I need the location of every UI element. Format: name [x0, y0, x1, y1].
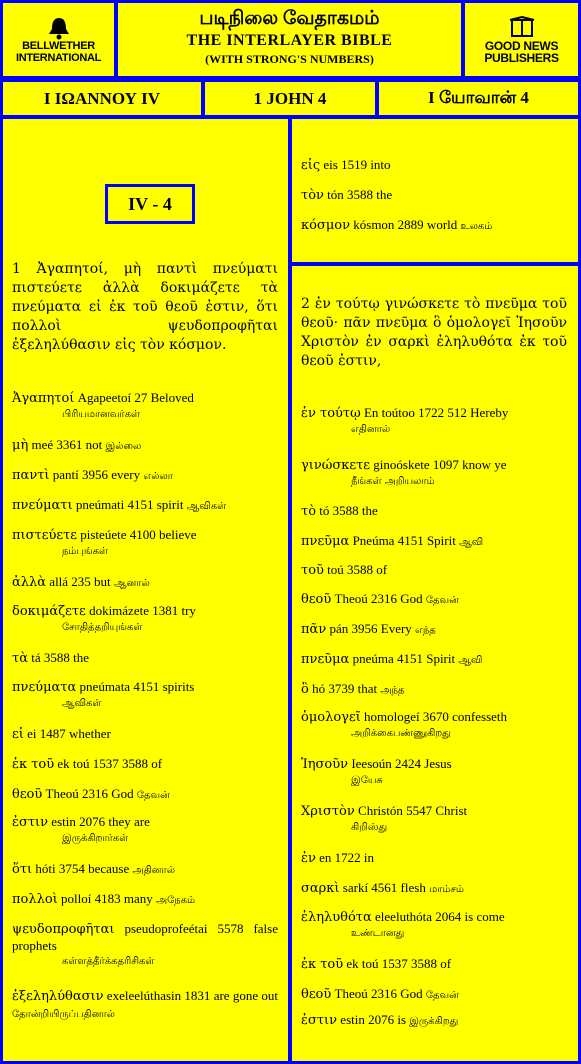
- greek-word: ἐν: [301, 851, 316, 866]
- greek-word: Ἀγαπητοί: [12, 391, 75, 406]
- tamil-gloss: சோதித்தறியுங்கள்: [62, 622, 143, 633]
- transliteration-gloss: kósmon 2889 world: [350, 217, 461, 232]
- transliteration-gloss: polloí 4183 many: [57, 891, 156, 906]
- tamil-gloss: நம்புங்கள்: [62, 546, 109, 557]
- word-entry: [12, 603, 278, 636]
- tamil-gloss: பிரியமானவர்கள்: [62, 409, 141, 420]
- word-entry: [12, 497, 278, 515]
- tamil-gloss: தேவன்: [425, 595, 459, 606]
- transliteration-gloss: estin 2076 they are: [48, 814, 150, 829]
- subtitle: (WITH STRONG'S NUMBERS): [205, 52, 374, 66]
- transliteration-gloss: exeleelúthasin 1831 are gone out: [103, 988, 278, 1003]
- tamil-gloss: உலகம்: [460, 221, 493, 232]
- word-entry: [301, 956, 567, 973]
- tamil-gloss: அதினால்: [132, 865, 176, 876]
- greek-word: πνεῦμα: [301, 534, 350, 549]
- word-entry: [301, 591, 567, 609]
- tamil-gloss: எல்லா: [143, 471, 174, 482]
- greek-word: ἐληλυθότα: [301, 910, 372, 925]
- tamil-gloss: ஆவிகள்: [186, 501, 227, 512]
- greek-word: κόσμον: [301, 218, 351, 233]
- greek-word: εἰ: [12, 727, 24, 742]
- greek-word: δοκιμάζετε: [12, 604, 86, 619]
- greek-word: ὁμολογεῖ: [301, 710, 361, 725]
- word-entry: [301, 651, 567, 669]
- tamil-gloss: இருக்கிறார்கள்: [62, 833, 129, 844]
- greek-word: ἐκ τοῦ: [12, 757, 55, 772]
- transliteration-gloss: eleeluthóta 2064 is come: [371, 909, 505, 924]
- book-icon: [507, 16, 537, 40]
- tamil-gloss: எதினால்: [351, 424, 391, 435]
- greek-word: πιστεύετε: [12, 528, 78, 543]
- greek-word: εἰς: [301, 158, 321, 173]
- transliteration-gloss: Ieesoún 2424 Jesus: [348, 756, 452, 771]
- greek-word: τὸ: [301, 504, 317, 519]
- verse-1-text: 1 Ἀγαπητοί, μὴ παντὶ πνεύματι πιστεύετε ἀλλὰ δοκιμάζετε τὰ πνεύματα εἰ ἐκ τοῦ θεοῦ ἐστιν, ὅτι πολλοὶ ψευδοπροφῆται ἐξεληλύθασιν εἰς τὸν κόσμον.: [12, 261, 278, 353]
- word-entry: [301, 1012, 567, 1030]
- greek-word: ἐκ τοῦ: [301, 957, 344, 972]
- greek-word: σαρκὶ: [301, 881, 340, 896]
- greek-word: τὰ: [12, 651, 28, 666]
- greek-word: ἐστιν: [12, 815, 49, 830]
- title-block: [118, 3, 461, 76]
- word-entry: [12, 921, 278, 970]
- greek-word: θεοῦ: [301, 987, 332, 1002]
- word-entry: [301, 503, 567, 520]
- transliteration-gloss: Theoú 2316 God: [331, 986, 426, 1001]
- tamil-gloss: மாம்சம்: [429, 884, 464, 895]
- greek-word: Ἰησοῦν: [301, 757, 349, 772]
- greek-word: πολλοὶ: [12, 892, 58, 907]
- book-english: 1 JOHN 4: [205, 82, 375, 115]
- word-entry: [12, 650, 278, 667]
- greek-word: θεοῦ: [301, 592, 332, 607]
- transliteration-gloss: pisteúete 4100 believe: [77, 527, 197, 542]
- word-entry: [12, 437, 278, 455]
- transliteration-gloss: tón 3588 the: [323, 187, 393, 202]
- word-entry: [12, 988, 278, 1023]
- greek-word: μὴ: [12, 438, 29, 453]
- greek-word: Χριστὸν: [301, 804, 355, 819]
- transliteration-gloss: ginoóskete 1097 know ye: [370, 457, 507, 472]
- transliteration-gloss: Theoú 2316 God: [331, 591, 426, 606]
- greek-word: θεοῦ: [12, 787, 43, 802]
- transliteration-gloss: eis 1519 into: [320, 157, 391, 172]
- word-entry: [301, 709, 567, 742]
- word-entry: [12, 861, 278, 879]
- tamil-gloss: தோன்றியிருப்பதினால்: [12, 1009, 115, 1020]
- transliteration-gloss: Agapeetoí 27 Beloved: [74, 390, 194, 405]
- word-entry: [12, 786, 278, 804]
- book-tamil: I யோவான் 4: [379, 82, 578, 115]
- greek-word: ἐν τούτῳ: [301, 406, 361, 421]
- greek-word: ὅτι: [12, 862, 33, 877]
- word-entry: [12, 891, 278, 909]
- word-entry: [12, 467, 278, 485]
- word-entry: [301, 457, 567, 490]
- tamil-gloss: ஆவி: [458, 655, 483, 666]
- good-news-logo: [465, 3, 578, 76]
- tamil-gloss: நீங்கள் அறியலாம்: [351, 476, 435, 487]
- greek-word: γινώσκετε: [301, 458, 371, 473]
- transliteration-gloss: dokimázete 1381 try: [85, 603, 196, 618]
- transliteration-gloss: toú 3588 of: [323, 562, 388, 577]
- transliteration-gloss: hóti 3754 because: [32, 861, 133, 876]
- left-logo-text: BELLWETHER INTERNATIONAL: [15, 39, 102, 64]
- bell-icon: [44, 16, 74, 40]
- transliteration-gloss: tó 3588 the: [316, 503, 378, 518]
- transliteration-gloss: meé 3361 not: [28, 437, 106, 452]
- greek-word: τὸν: [301, 188, 324, 203]
- word-entry: [301, 533, 567, 551]
- transliteration-gloss: pantí 3956 every: [49, 467, 144, 482]
- greek-word: παντὶ: [12, 468, 50, 483]
- word-entry: [12, 390, 278, 423]
- greek-word: πνεῦμα: [301, 652, 350, 667]
- word-entry: [12, 574, 278, 592]
- book-greek: I ΙΩΑΝΝΟΥ IV: [3, 82, 201, 115]
- transliteration-gloss: ek toú 1537 3588 of: [343, 956, 452, 971]
- tamil-gloss: அறிக்கைபண்ணுகிறது: [351, 728, 451, 739]
- word-entry: [301, 681, 567, 699]
- word-entry: [12, 726, 278, 743]
- chapter-label: IV - 4: [105, 184, 195, 224]
- right-logo-text: GOOD NEWS PUBLISHERS: [484, 38, 559, 65]
- bellwether-logo: [3, 3, 114, 76]
- greek-word: τοῦ: [301, 563, 324, 578]
- verse-2-text: 2 ἐν τούτῳ γινώσκετε τὸ πνεῦμα τοῦ θεοῦ· πᾶν πνεῦμα ὃ ὁμολογεῖ Ἰησοῦν Χριστὸν ἐν σαρκὶ ἐληλυθότα ἐκ τοῦ θεοῦ ἐστιν,: [301, 296, 567, 369]
- transliteration-gloss: ei 1487 whether: [23, 726, 111, 741]
- tamil-gloss: இருக்கிறது: [409, 1016, 459, 1027]
- title-english: THE INTERLAYER BIBLE: [186, 32, 393, 49]
- word-entry: [12, 756, 278, 773]
- greek-word: ἐξεληλύθασιν: [12, 989, 104, 1004]
- transliteration-gloss: homologeí 3670 confesseth: [360, 709, 508, 724]
- transliteration-gloss: Christón 5547 Christ: [354, 803, 468, 818]
- word-entry: [301, 756, 567, 789]
- greek-word: πνεύματα: [12, 680, 77, 695]
- word-entry: [301, 562, 567, 579]
- transliteration-gloss: pán 3956 Every: [326, 621, 416, 636]
- tamil-gloss: இயேசு: [351, 775, 383, 786]
- transliteration-gloss: en 1722 in: [315, 850, 375, 865]
- word-entry: [301, 405, 567, 438]
- greek-word: πᾶν: [301, 622, 327, 637]
- greek-word: ὃ: [301, 682, 309, 697]
- greek-word: ψευδοπροφῆται: [12, 922, 115, 937]
- word-entry: [301, 217, 567, 235]
- tamil-gloss: அந்த: [380, 685, 405, 696]
- tamil-gloss: தேவன்: [425, 990, 459, 1001]
- tamil-gloss: கள்ளத்தீர்க்கதரிசிகள்: [62, 956, 155, 967]
- tamil-gloss: இல்லை: [105, 441, 142, 452]
- transliteration-gloss: tá 3588 the: [27, 650, 89, 665]
- word-entry: [301, 621, 567, 639]
- word-entry: [301, 187, 567, 204]
- word-entry: [12, 527, 278, 560]
- word-entry: [301, 157, 567, 174]
- tamil-gloss: ஆவி: [459, 537, 484, 548]
- tamil-gloss: கிறிஸ்து: [351, 822, 388, 833]
- word-entry: [301, 850, 567, 867]
- transliteration-gloss: sarkí 4561 flesh: [339, 880, 430, 895]
- transliteration-gloss: pneúmati 4151 spirit: [72, 497, 187, 512]
- transliteration-gloss: pneúmata 4151 spirits: [76, 679, 195, 694]
- tamil-gloss: ஆனால்: [113, 578, 150, 589]
- transliteration-gloss: allá 235 but: [46, 574, 114, 589]
- word-entry: [12, 814, 278, 847]
- tamil-gloss: அநேகம்: [156, 895, 196, 906]
- word-entry: [301, 909, 567, 942]
- tamil-gloss: ஆவிகள்: [62, 698, 102, 709]
- word-entry: [12, 679, 278, 712]
- transliteration-gloss: estin 2076 is: [337, 1012, 410, 1027]
- transliteration-gloss: hó 3739 that: [308, 681, 381, 696]
- transliteration-gloss: ek toú 1537 3588 of: [54, 756, 163, 771]
- word-entry: [301, 986, 567, 1004]
- tamil-gloss: தேவன்: [136, 790, 170, 801]
- transliteration-gloss: pseudoprofeétai 5578 false prophets: [12, 921, 278, 953]
- word-entry: [301, 803, 567, 836]
- greek-word: πνεύματι: [12, 498, 73, 513]
- transliteration-gloss: pneúma 4151 Spirit: [349, 651, 459, 666]
- transliteration-gloss: En toútoo 1722 512 Hereby: [360, 405, 509, 420]
- tamil-gloss: உண்டானது: [351, 928, 405, 939]
- transliteration-gloss: Pneúma 4151 Spirit: [349, 533, 460, 548]
- greek-word: ἀλλὰ: [12, 575, 47, 590]
- greek-word: ἐστιν: [301, 1013, 338, 1028]
- word-entry: [301, 880, 567, 898]
- title-tamil: படிநிலை வேதாகமம்: [199, 8, 380, 29]
- tamil-gloss: எந்த: [415, 625, 436, 636]
- transliteration-gloss: Theoú 2316 God: [42, 786, 137, 801]
